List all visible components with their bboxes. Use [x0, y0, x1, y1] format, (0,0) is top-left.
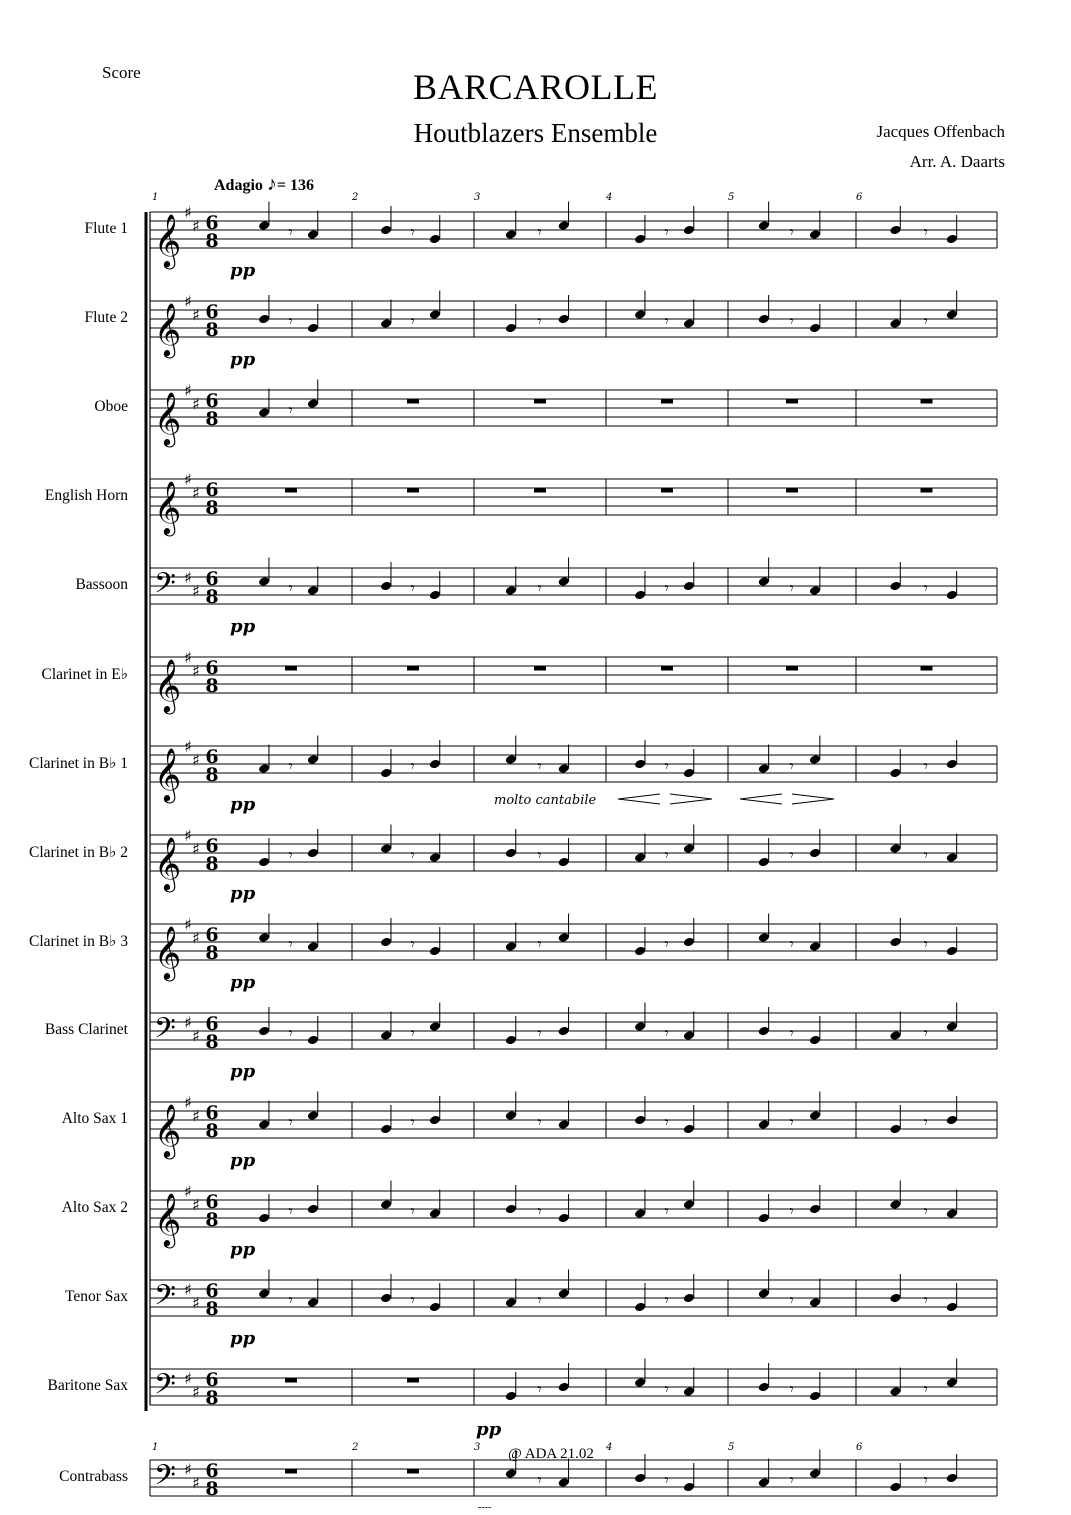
eighth-rest: 𝄾 [537, 1023, 542, 1043]
eighth-rest: 𝄾 [410, 222, 415, 242]
treble-clef-icon: 𝄞 [154, 213, 182, 267]
time-signature-numerator: 6 [205, 1460, 219, 1482]
eighth-rest: 𝄾 [923, 1379, 928, 1399]
dynamic-pp: pp [230, 883, 256, 904]
time-signature-numerator: 6 [205, 746, 219, 768]
sharp-icon: ♯ [192, 1026, 200, 1046]
instrument-name: Tenor Sax [64, 1288, 128, 1305]
score-label: Score [102, 63, 141, 82]
sharp-icon: ♯ [184, 203, 192, 222]
tempo-word: Adagio [214, 177, 263, 194]
eighth-note-icon: ♪ [266, 173, 277, 195]
eighth-rest: 𝄾 [923, 578, 928, 598]
eighth-rest: 𝄾 [288, 400, 293, 420]
eighth-rest: 𝄾 [923, 1023, 928, 1043]
sharp-icon: ♯ [192, 928, 200, 948]
whole-rest [661, 399, 673, 404]
eighth-rest: 𝄾 [664, 1379, 669, 1399]
whole-rest [534, 399, 546, 404]
eighth-rest: 𝄾 [537, 578, 542, 598]
time-signature-denominator: 8 [205, 1298, 219, 1320]
piece-subtitle: Houtblazers Ensemble [413, 118, 658, 148]
instrument-name: Clarinet in B♭ 2 [28, 844, 128, 861]
sharp-icon: ♯ [192, 1382, 200, 1402]
eighth-rest: 𝄾 [664, 1201, 669, 1221]
sharp-icon: ♯ [192, 483, 200, 503]
whole-rest [786, 488, 798, 493]
eighth-rest: 𝄾 [664, 1023, 669, 1043]
time-signature-denominator: 8 [205, 853, 219, 875]
measure-number: 5 [728, 1442, 735, 1453]
time-signature-numerator: 6 [205, 835, 219, 857]
sharp-icon: ♯ [184, 568, 192, 587]
eighth-rest: 𝄾 [923, 1470, 928, 1490]
whole-rest [661, 488, 673, 493]
time-signature-denominator: 8 [205, 408, 219, 430]
dynamic-pp: pp [230, 794, 256, 815]
whole-rest [285, 488, 297, 493]
time-signature-denominator: 8 [205, 1209, 219, 1231]
eighth-rest: 𝄾 [410, 1201, 415, 1221]
whole-rest [407, 488, 419, 493]
time-signature-denominator: 8 [205, 1478, 219, 1500]
time-signature-denominator: 8 [205, 1387, 219, 1409]
eighth-rest: 𝄾 [410, 1023, 415, 1043]
eighth-rest: 𝄾 [664, 311, 669, 331]
sharp-icon: ♯ [184, 1369, 192, 1388]
sharp-icon: ♯ [192, 1106, 200, 1126]
eighth-rest: 𝄾 [537, 1379, 542, 1399]
whole-rest [921, 666, 933, 671]
measure-number: 5 [728, 192, 735, 203]
instrument-name: English Horn [44, 487, 128, 504]
sharp-icon: ♯ [184, 1093, 192, 1112]
instrument-name: Clarinet in B♭ 3 [28, 933, 128, 950]
bass-clef-icon: 𝄢 [154, 1459, 176, 1499]
eighth-rest: 𝄾 [537, 222, 542, 242]
sharp-icon: ♯ [184, 470, 192, 489]
eighth-rest: 𝄾 [789, 1112, 794, 1132]
arranger-credit: Arr. A. Daarts [909, 152, 1005, 171]
measure-number: 1 [152, 1442, 159, 1453]
dynamic-pp: pp [476, 1419, 502, 1440]
sharp-icon: ♯ [192, 750, 200, 770]
whole-rest [786, 399, 798, 404]
eighth-rest: 𝄾 [537, 1470, 542, 1490]
dynamic-pp: pp [230, 349, 256, 370]
time-signature-numerator: 6 [205, 1369, 219, 1391]
time-signature-numerator: 6 [205, 301, 219, 323]
eighth-rest: 𝄾 [664, 222, 669, 242]
eighth-rest: 𝄾 [923, 1290, 928, 1310]
eighth-rest: 𝄾 [923, 311, 928, 331]
instrument-name: Alto Sax 2 [61, 1199, 128, 1216]
measure-number: 3 [474, 1442, 481, 1453]
eighth-rest: 𝄾 [789, 222, 794, 242]
whole-rest [285, 666, 297, 671]
instrument-name: Flute 1 [84, 220, 128, 237]
eighth-rest: 𝄾 [789, 1290, 794, 1310]
whole-rest [407, 666, 419, 671]
eighth-rest: 𝄾 [789, 578, 794, 598]
page-mark: ---- [478, 1502, 492, 1513]
treble-clef-icon: 𝄞 [154, 1103, 182, 1157]
instrument-name: Clarinet in E♭ [41, 666, 128, 683]
sharp-icon: ♯ [184, 737, 192, 756]
measure-number: 6 [856, 1442, 863, 1453]
eighth-rest: 𝄾 [923, 1112, 928, 1132]
whole-rest [534, 488, 546, 493]
time-signature-denominator: 8 [205, 230, 219, 252]
treble-clef-icon: 𝄞 [154, 836, 182, 890]
eighth-rest: 𝄾 [789, 1379, 794, 1399]
time-signature-numerator: 6 [205, 390, 219, 412]
eighth-rest: 𝄾 [923, 756, 928, 776]
eighth-rest: 𝄾 [410, 1112, 415, 1132]
bass-clef-icon: 𝄢 [154, 1368, 176, 1408]
whole-rest [661, 666, 673, 671]
time-signature-denominator: 8 [205, 586, 219, 608]
measure-number: 3 [474, 192, 481, 203]
instrument-name: Alto Sax 1 [61, 1110, 128, 1127]
eighth-rest: 𝄾 [410, 311, 415, 331]
measure-number: 2 [352, 192, 359, 203]
bass-clef-icon: 𝄢 [154, 1012, 176, 1052]
time-signature-denominator: 8 [205, 497, 219, 519]
eighth-rest: 𝄾 [664, 845, 669, 865]
sharp-icon: ♯ [184, 292, 192, 311]
whole-rest [534, 666, 546, 671]
eighth-rest: 𝄾 [789, 934, 794, 954]
dynamic-pp: pp [230, 616, 256, 637]
time-signature-denominator: 8 [205, 942, 219, 964]
sharp-icon: ♯ [192, 1195, 200, 1215]
instrument-name: Bassoon [75, 576, 128, 593]
eighth-rest: 𝄾 [288, 934, 293, 954]
eighth-rest: 𝄾 [537, 756, 542, 776]
eighth-rest: 𝄾 [664, 756, 669, 776]
sharp-icon: ♯ [184, 915, 192, 934]
whole-rest [407, 1378, 419, 1383]
eighth-rest: 𝄾 [410, 845, 415, 865]
treble-clef-icon: 𝄞 [154, 1192, 182, 1246]
crescendo-hairpin [618, 794, 660, 804]
sharp-icon: ♯ [184, 1280, 192, 1299]
treble-clef-icon: 𝄞 [154, 302, 182, 356]
instrument-name: Baritone Sax [47, 1377, 128, 1394]
measure-number: 2 [352, 1442, 359, 1453]
eighth-rest: 𝄾 [923, 1201, 928, 1221]
eighth-rest: 𝄾 [664, 934, 669, 954]
treble-clef-icon: 𝄞 [154, 658, 182, 712]
measure-number: 4 [606, 192, 613, 203]
treble-clef-icon: 𝄞 [154, 747, 182, 801]
eighth-rest: 𝄾 [923, 845, 928, 865]
time-signature-numerator: 6 [205, 924, 219, 946]
eighth-rest: 𝄾 [789, 311, 794, 331]
time-signature-numerator: 6 [205, 479, 219, 501]
eighth-rest: 𝄾 [410, 756, 415, 776]
time-signature-numerator: 6 [205, 212, 219, 234]
whole-rest [285, 1469, 297, 1474]
dynamic-pp: pp [230, 1328, 256, 1349]
eighth-rest: 𝄾 [537, 1112, 542, 1132]
composer-credit: Jacques Offenbach [876, 122, 1005, 141]
sharp-icon: ♯ [184, 1013, 192, 1032]
eighth-rest: 𝄾 [923, 222, 928, 242]
eighth-rest: 𝄾 [288, 756, 293, 776]
eighth-rest: 𝄾 [288, 1112, 293, 1132]
time-signature-numerator: 6 [205, 1013, 219, 1035]
eighth-rest: 𝄾 [789, 1470, 794, 1490]
time-signature-denominator: 8 [205, 319, 219, 341]
instrument-name: Oboe [94, 398, 128, 415]
whole-rest [285, 1378, 297, 1383]
sharp-icon: ♯ [192, 1473, 200, 1493]
expression-marking: molto cantabile [494, 793, 597, 808]
sharp-icon: ♯ [192, 394, 200, 414]
sharp-icon: ♯ [184, 1460, 192, 1479]
eighth-rest: 𝄾 [664, 1112, 669, 1132]
sharp-icon: ♯ [184, 1182, 192, 1201]
treble-clef-icon: 𝄞 [154, 480, 182, 534]
measure-number: 1 [152, 192, 159, 203]
eighth-rest: 𝄾 [410, 1290, 415, 1310]
instrument-name: Flute 2 [84, 309, 128, 326]
time-signature-numerator: 6 [205, 1280, 219, 1302]
time-signature-denominator: 8 [205, 675, 219, 697]
eighth-rest: 𝄾 [288, 1023, 293, 1043]
whole-rest [921, 488, 933, 493]
eighth-rest: 𝄾 [410, 578, 415, 598]
eighth-rest: 𝄾 [664, 1290, 669, 1310]
eighth-rest: 𝄾 [288, 1290, 293, 1310]
dynamic-pp: pp [230, 1150, 256, 1171]
eighth-rest: 𝄾 [288, 578, 293, 598]
whole-rest [921, 399, 933, 404]
time-signature-denominator: 8 [205, 1120, 219, 1142]
eighth-rest: 𝄾 [789, 1201, 794, 1221]
eighth-rest: 𝄾 [664, 578, 669, 598]
eighth-rest: 𝄾 [288, 845, 293, 865]
measure-number: 4 [606, 1442, 613, 1453]
sharp-icon: ♯ [192, 581, 200, 601]
tempo-value: = 136 [276, 177, 315, 194]
decrescendo-hairpin [792, 794, 834, 804]
instrument-name: Contrabass [59, 1468, 128, 1485]
eighth-rest: 𝄾 [537, 311, 542, 331]
time-signature-denominator: 8 [205, 764, 219, 786]
time-signature-numerator: 6 [205, 568, 219, 590]
eighth-rest: 𝄾 [288, 311, 293, 331]
eighth-rest: 𝄾 [789, 1023, 794, 1043]
sharp-icon: ♯ [192, 839, 200, 859]
time-signature-denominator: 8 [205, 1031, 219, 1053]
dynamic-pp: pp [230, 1061, 256, 1082]
eighth-rest: 𝄾 [288, 222, 293, 242]
bass-clef-icon: 𝄢 [154, 567, 176, 607]
whole-rest [786, 666, 798, 671]
sharp-icon: ♯ [184, 826, 192, 845]
eighth-rest: 𝄾 [789, 845, 794, 865]
time-signature-numerator: 6 [205, 657, 219, 679]
treble-clef-icon: 𝄞 [154, 391, 182, 445]
treble-clef-icon: 𝄞 [154, 925, 182, 979]
dynamic-pp: pp [230, 1239, 256, 1260]
eighth-rest: 𝄾 [923, 934, 928, 954]
sharp-icon: ♯ [184, 648, 192, 667]
bass-clef-icon: 𝄢 [154, 1279, 176, 1319]
eighth-rest: 𝄾 [537, 1290, 542, 1310]
dynamic-pp: pp [230, 972, 256, 993]
whole-rest [407, 399, 419, 404]
copyright-notice: @ ADA 21.02 [508, 1446, 594, 1462]
sharp-icon: ♯ [192, 661, 200, 681]
decrescendo-hairpin [670, 794, 712, 804]
sharp-icon: ♯ [184, 381, 192, 400]
eighth-rest: 𝄾 [410, 934, 415, 954]
piece-title: BARCAROLLE [412, 67, 658, 107]
eighth-rest: 𝄾 [537, 934, 542, 954]
sharp-icon: ♯ [192, 216, 200, 236]
eighth-rest: 𝄾 [537, 845, 542, 865]
measure-number: 6 [856, 192, 863, 203]
crescendo-hairpin [740, 794, 782, 804]
eighth-rest: 𝄾 [789, 756, 794, 776]
sharp-icon: ♯ [192, 305, 200, 325]
time-signature-numerator: 6 [205, 1191, 219, 1213]
instrument-name: Clarinet in B♭ 1 [28, 755, 128, 772]
sharp-icon: ♯ [192, 1293, 200, 1313]
dynamic-pp: pp [230, 260, 256, 281]
eighth-rest: 𝄾 [288, 1201, 293, 1221]
eighth-rest: 𝄾 [664, 1470, 669, 1490]
whole-rest [407, 1469, 419, 1474]
eighth-rest: 𝄾 [537, 1201, 542, 1221]
time-signature-numerator: 6 [205, 1102, 219, 1124]
instrument-name: Bass Clarinet [44, 1021, 128, 1038]
